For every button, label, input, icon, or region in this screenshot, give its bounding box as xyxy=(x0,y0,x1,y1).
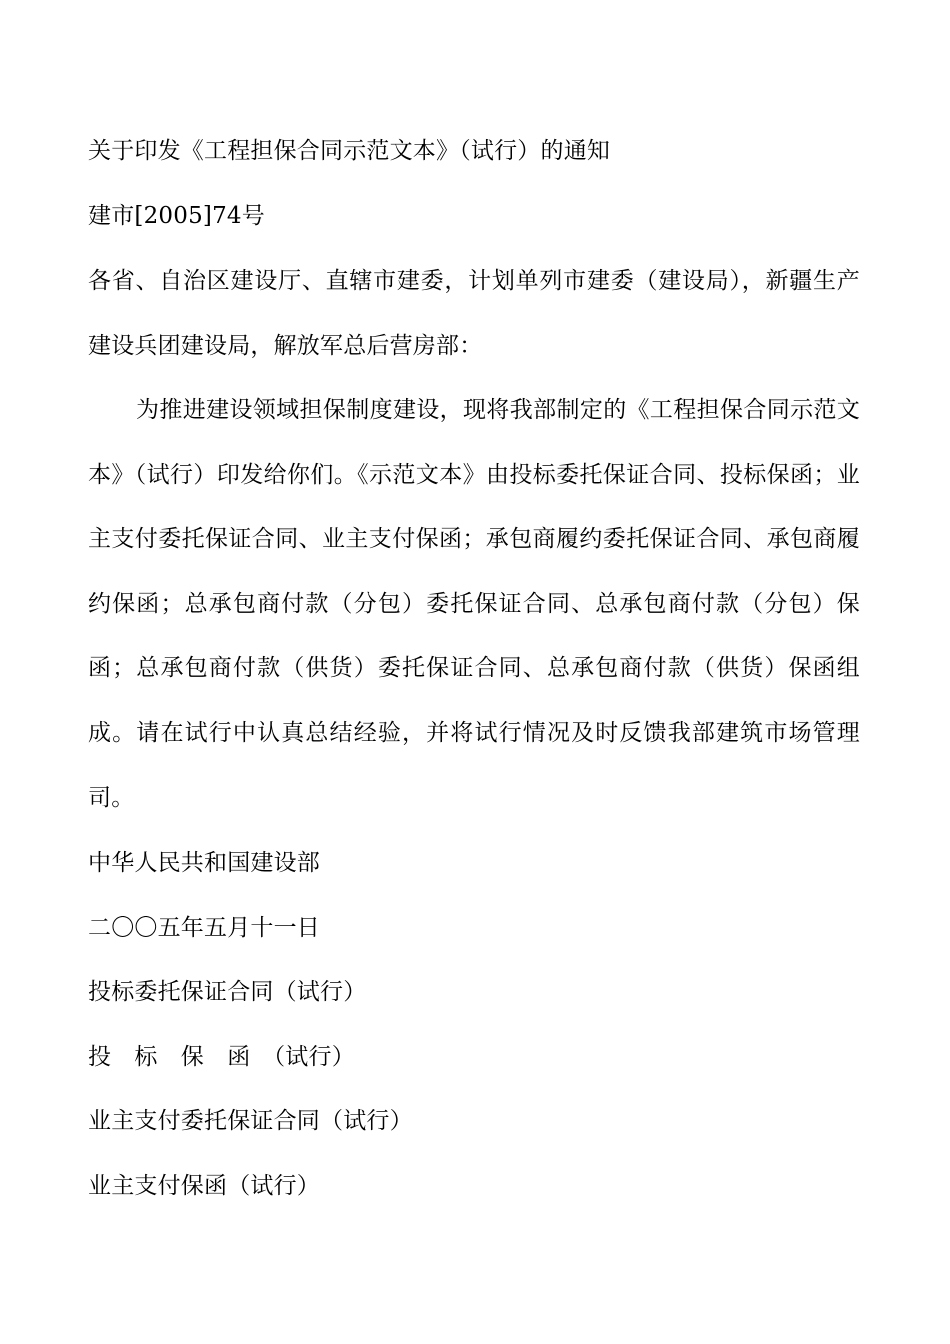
body-paragraph: 为推进建设领域担保制度建设，现将我部制定的《工程担保合同示范文本》（试行）印发给你们。《示范文本》由投标委托保证合同、投标保函；业主支付委托保证合同、业主支付保函；承包商履约委托保证合同、承包商履约保函；总承包商付款（分包）委托保证合同、总承包商付款（分包）保函；总承包商付款（供货）委托保证合同、总承包商付款（供货）保函组成。请在试行中认真总结经验，并将试行情况及时反馈我部建筑市场管理司。 xyxy=(88,397,860,811)
attachment-item: 业主支付委托保证合同（试行） xyxy=(88,1108,413,1134)
document-number: 建市[2005]74号 xyxy=(88,203,265,229)
issuer: 中华人民共和国建设部 xyxy=(88,850,320,876)
attachment-item: 投 标 保 函 （试行） xyxy=(88,1044,355,1070)
attachment-item: 投标委托保证合同（试行） xyxy=(88,979,367,1005)
document-title: 关于印发《工程担保合同示范文本》（试行）的通知 xyxy=(88,138,611,164)
attachment-item: 业主支付保函（试行） xyxy=(88,1173,320,1199)
recipients-paragraph: 各省、自治区建设厅、直辖市建委，计划单列市建委（建设局），新疆生产建设兵团建设局，解放军总后营房部： xyxy=(88,268,860,359)
issue-date: 二〇〇五年五月十一日 xyxy=(88,915,320,941)
